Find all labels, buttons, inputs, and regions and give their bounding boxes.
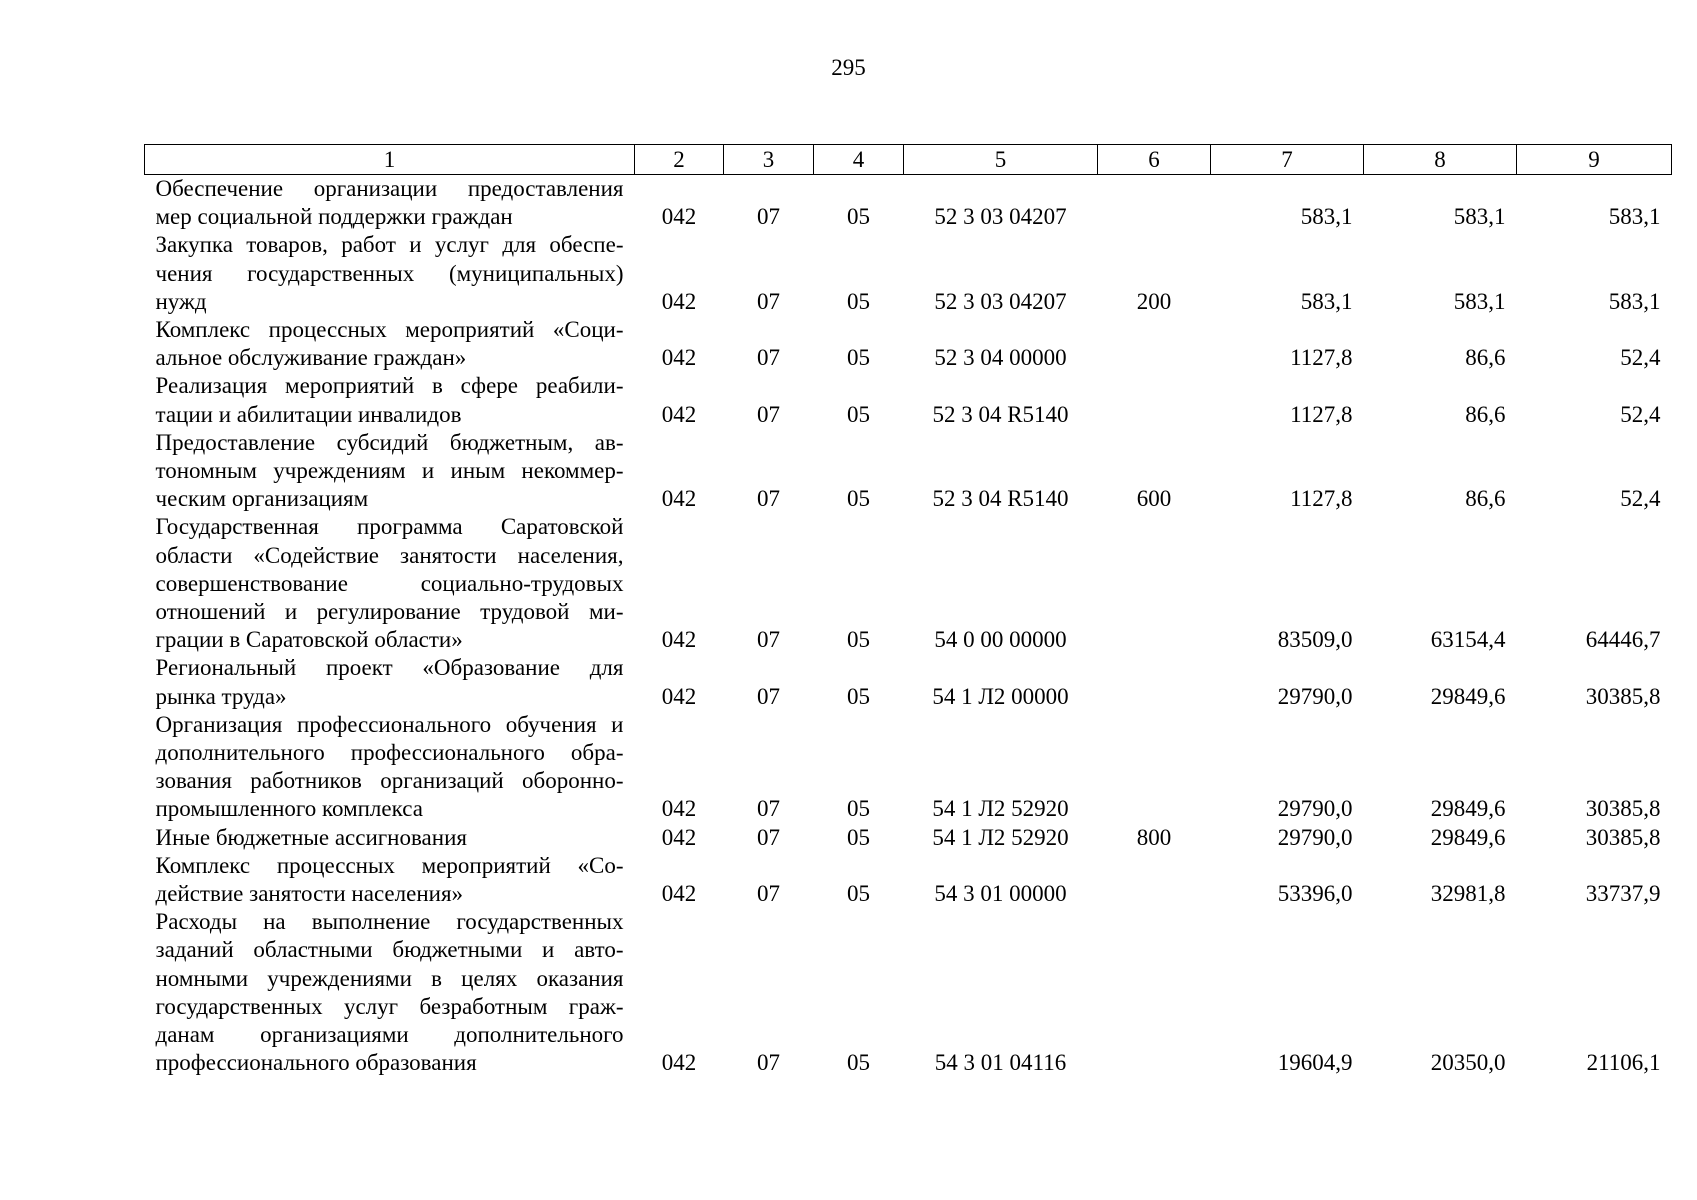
column-header-9: 9 [1517,145,1672,175]
description-cell [145,654,635,710]
target-article-cell: 52 3 03 04207 [934,204,1067,230]
amount-col8-cell: 63154,4 [1430,627,1506,653]
column-header-5: 5 [904,145,1098,175]
column-header-6: 6 [1098,145,1211,175]
table-row [145,316,1672,372]
description-line: Региональный проект «Образование для [155,655,624,681]
description-line: государственных услуг безработным граж- [155,993,624,1019]
expense-type-cell [1098,316,1211,372]
description-line: номными учреждениями в целях оказания [155,965,624,991]
table-row [145,908,1672,1077]
description-line: Комплекс процессных мероприятий «Соци- [155,317,624,343]
amount-col9-cell: 30385,8 [1585,796,1661,822]
column-header-1: 1 [145,145,635,175]
expense-type-cell: 600 [1136,486,1172,512]
amount-col8-cell: 20350,0 [1430,1050,1506,1076]
subsection-code-cell: 05 [847,204,870,230]
amount-col8-cell: 29849,6 [1430,796,1506,822]
column-header-4: 4 [814,145,904,175]
amount-col8-cell: 583,1 [1453,204,1506,230]
target-article-cell: 52 3 03 04207 [934,288,1067,314]
target-article-cell: 54 3 01 04116 [934,1050,1067,1076]
column-header-2: 2 [635,145,724,175]
amount-col9-cell: 33737,9 [1585,881,1661,907]
amount-col9-cell: 583,1 [1608,288,1661,314]
description-line: Закупка товаров, работ и услуг для обеспе- [155,232,624,258]
ministry-code-cell: 042 [661,345,697,371]
subsection-code-cell: 05 [847,881,870,907]
description-line: тономным учреждениям и иным некоммер- [155,458,624,484]
section-code-cell: 07 [757,824,780,850]
description-line: Иные бюджетные ассигнования [155,824,467,850]
target-article-cell: 54 1 Л2 52920 [932,796,1069,822]
ministry-code-cell: 042 [661,796,697,822]
description-line: ческим организациям [155,486,369,512]
section-code-cell: 07 [757,486,780,512]
table-row [145,654,1672,710]
description-line: чения государственных (муниципальных) [155,260,624,286]
expense-type-cell [1098,654,1211,710]
section-code-cell: 07 [757,683,780,709]
page-number: 295 [831,55,866,80]
amount-col8-cell: 29849,6 [1430,824,1506,850]
expense-type-cell [1098,852,1211,908]
ministry-code-cell: 042 [661,627,697,653]
section-code-cell: 07 [757,401,780,427]
description-cell [145,513,635,654]
amount-col7-cell: 1127,8 [1290,486,1353,512]
amount-col9-cell: 21106,1 [1586,1050,1661,1076]
section-code-cell: 07 [757,204,780,230]
subsection-code-cell: 05 [847,796,870,822]
subsection-code-cell: 05 [847,288,870,314]
table-body [145,175,1672,1078]
description-line: данам организациями дополнительного [155,1022,624,1048]
description-cell [145,372,635,428]
description-line: Государственная программа Саратовской [155,514,624,540]
subsection-code-cell: 05 [847,486,870,512]
description-line: действие занятости населения» [155,881,464,907]
section-code-cell: 07 [757,288,780,314]
ministry-code-cell: 042 [661,288,697,314]
table-row [145,175,1672,232]
ministry-code-cell: 042 [661,486,697,512]
amount-col9-cell: 583,1 [1608,204,1661,230]
description-line: заданий областными бюджетными и авто- [155,937,624,963]
description-cell [145,711,635,824]
section-code-cell: 07 [757,627,780,653]
expense-type-cell [1098,372,1211,428]
header-row [145,145,1672,175]
description-line: Реализация мероприятий в сфере реабили- [155,373,624,399]
description-cell [145,824,635,852]
description-cell [145,852,635,908]
amount-col8-cell: 86,6 [1465,401,1506,427]
amount-col7-cell: 19604,9 [1277,1050,1353,1076]
target-article-cell: 54 1 Л2 52920 [932,824,1069,850]
table-row [145,372,1672,428]
description-line: грации в Саратовской области» [155,627,463,653]
target-article-cell: 52 3 04 00000 [934,345,1067,371]
description-line: совершенствование социально-трудовых [155,570,624,596]
table-row [145,824,1672,852]
target-article-cell: 54 0 00 00000 [934,627,1067,653]
amount-col9-cell: 64446,7 [1585,627,1661,653]
subsection-code-cell: 05 [847,345,870,371]
column-header-8: 8 [1364,145,1517,175]
column-header-7: 7 [1211,145,1364,175]
target-article-cell: 54 3 01 00000 [934,881,1067,907]
description-line: отношений и регулирование трудовой ми- [155,599,624,625]
description-line: Обеспечение организации предоставления [155,176,624,201]
table-header [145,145,1672,175]
ministry-code-cell: 042 [661,824,697,850]
amount-col9-cell: 52,4 [1620,401,1661,427]
expense-type-cell [1098,175,1211,232]
section-code-cell: 07 [757,1050,780,1076]
expense-type-cell: 200 [1136,288,1172,314]
amount-col8-cell: 86,6 [1465,345,1506,371]
section-code-cell: 07 [757,345,780,371]
subsection-code-cell: 05 [847,824,870,850]
expense-type-cell: 800 [1136,824,1172,850]
section-code-cell: 07 [757,796,780,822]
table-row [145,429,1672,514]
description-line: Организация профессионального обучения и [155,711,624,737]
section-code-cell: 07 [757,881,780,907]
ministry-code-cell: 042 [661,1050,697,1076]
table-row [145,513,1672,654]
description-line: нужд [155,288,207,314]
ministry-code-cell: 042 [661,204,697,230]
description-cell [145,175,635,232]
ministry-code-cell: 042 [661,401,697,427]
description-line: дополнительного профессионального обра- [155,740,624,766]
description-line: мер социальной поддержки граждан [155,204,513,230]
subsection-code-cell: 05 [847,401,870,427]
description-cell [145,231,635,316]
amount-col7-cell: 1127,8 [1290,345,1353,371]
amount-col9-cell: 30385,8 [1585,824,1661,850]
description-line: области «Содействие занятости населения, [155,542,624,568]
column-header-3: 3 [724,145,814,175]
amount-col8-cell: 32981,8 [1430,881,1506,907]
table-row [145,852,1672,908]
amount-col7-cell: 583,1 [1300,288,1353,314]
description-line: Расходы на выполнение государственных [155,909,624,935]
table-row [145,711,1672,824]
description-line: тации и абилитации инвалидов [155,401,462,427]
description-line: промышленного комплекса [155,796,423,822]
ministry-code-cell: 042 [661,881,697,907]
description-cell [145,316,635,372]
amount-col8-cell: 86,6 [1465,486,1506,512]
target-article-cell: 54 1 Л2 00000 [932,683,1069,709]
subsection-code-cell: 05 [847,627,870,653]
amount-col9-cell: 30385,8 [1585,683,1661,709]
amount-col9-cell: 52,4 [1620,486,1661,512]
description-cell [145,908,635,1077]
amount-col7-cell: 29790,0 [1277,796,1353,822]
expense-type-cell [1098,908,1211,1077]
amount-col7-cell: 53396,0 [1277,881,1353,907]
description-line: альное обслуживание граждан» [155,345,467,371]
description-line: зования работников организаций оборонно- [155,768,624,794]
description-line: Предоставление субсидий бюджетным, ав- [155,429,624,455]
description-line: рынка труда» [155,683,287,709]
budget-table [144,144,1672,1078]
amount-col7-cell: 583,1 [1300,204,1353,230]
amount-col7-cell: 83509,0 [1277,627,1353,653]
ministry-code-cell: 042 [661,683,697,709]
amount-col8-cell: 29849,6 [1430,683,1506,709]
amount-col7-cell: 1127,8 [1290,401,1353,427]
description-cell [145,429,635,514]
subsection-code-cell: 05 [847,683,870,709]
expense-type-cell [1098,711,1211,824]
amount-col7-cell: 29790,0 [1277,683,1353,709]
table-row [145,231,1672,316]
amount-col8-cell: 583,1 [1453,288,1506,314]
description-line: профессионального образования [155,1050,477,1076]
target-article-cell: 52 3 04 R5140 [932,486,1069,512]
expense-type-cell [1098,513,1211,654]
description-line: Комплекс процессных мероприятий «Со- [155,852,624,878]
amount-col9-cell: 52,4 [1620,345,1661,371]
target-article-cell: 52 3 04 R5140 [932,401,1069,427]
amount-col7-cell: 29790,0 [1277,824,1353,850]
subsection-code-cell: 05 [847,1050,870,1076]
